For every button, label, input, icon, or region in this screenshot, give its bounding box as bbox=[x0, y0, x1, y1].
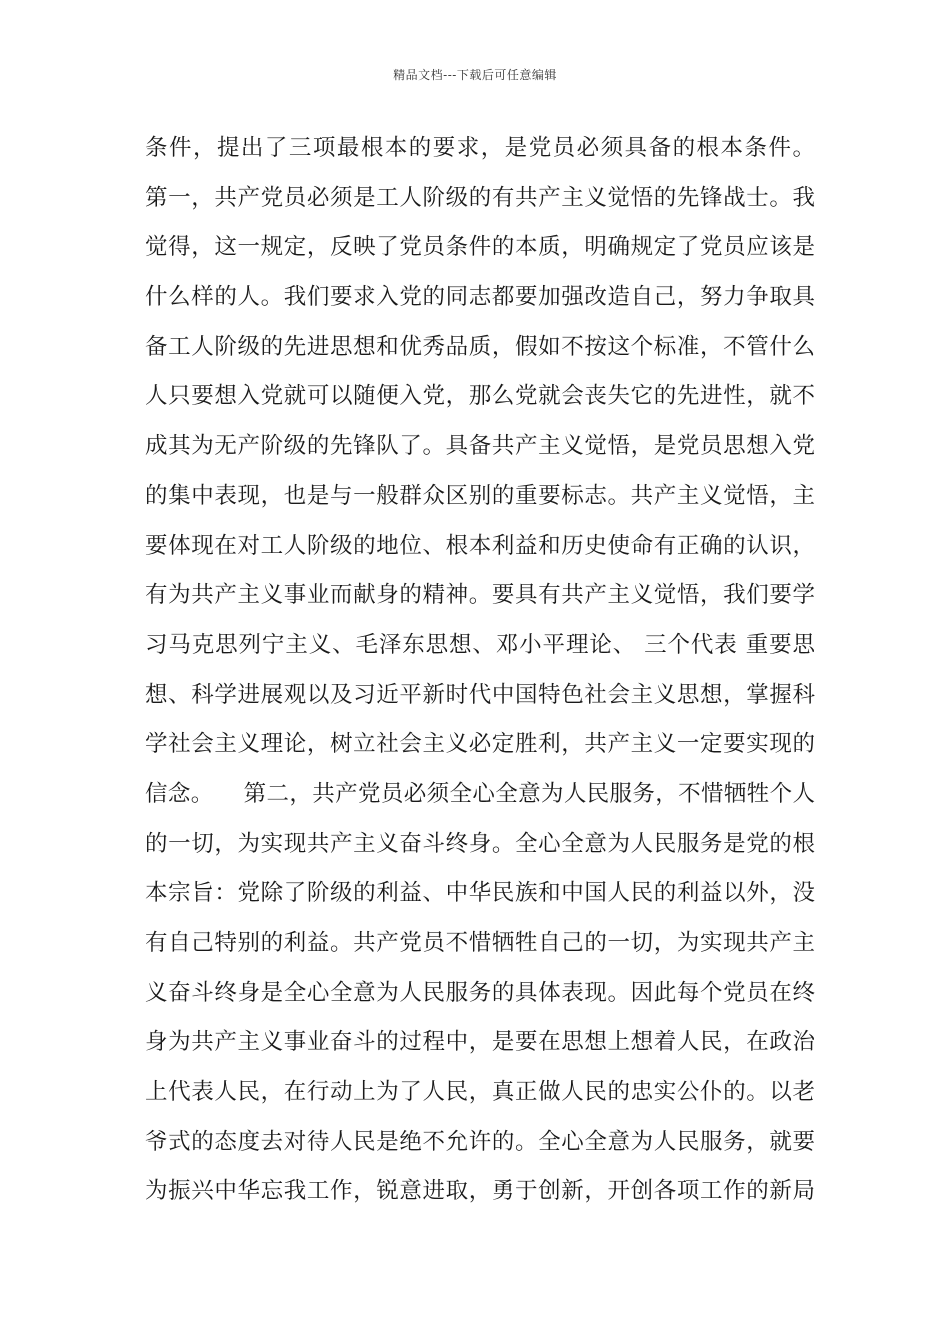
text-line: 第一，共产党员必须是工人阶级的有共产主义觉悟的先锋战士。我 bbox=[145, 184, 815, 211]
page-header: 精品文档---下载后可任意编辑 bbox=[393, 68, 557, 82]
text-line: 备工人阶级的先进思想和优秀品质，假如不按这个标准，不管什么 bbox=[145, 333, 815, 360]
text-line: 本宗旨：党除了阶级的利益、中华民族和中国人民的利益以外，没 bbox=[145, 880, 815, 907]
text-line: 成其为无产阶级的先锋队了。具备共产主义觉悟，是党员思想入党 bbox=[145, 433, 815, 460]
text-line: 有自己特别的利益。共产党员不惜牺牲自己的一切，为实现共产主 bbox=[145, 930, 815, 956]
text-line: 的集中表现，也是与一般群众区别的重要标志。共产主义觉悟，主 bbox=[145, 482, 815, 509]
text-line: 爷式的态度去对待人民是绝不允许的。全心全意为人民服务，就要 bbox=[145, 1128, 815, 1155]
text-line: 学社会主义理论，树立社会主义必定胜利，共产主义一定要实现的 bbox=[145, 731, 815, 758]
text-line: 条件，提出了三项最根本的要求，是党员必须具备的根本条件。 bbox=[145, 135, 815, 161]
text-line: 的一切，为实现共产主义奋斗终身。全心全意为人民服务是党的根 bbox=[145, 830, 815, 857]
text-line: 义奋斗终身是全心全意为人民服务的具体表现。因此每个党员在终 bbox=[145, 979, 815, 1006]
text-line: 身为共产主义事业奋斗的过程中，是要在思想上想着人民，在政治 bbox=[145, 1029, 815, 1056]
text-line: 为振兴中华忘我工作，锐意进取，勇于创新，开创各项工作的新局 bbox=[145, 1178, 815, 1205]
text-line: 想、科学进展观以及习近平新时代中国特色社会主义思想，掌握科 bbox=[145, 681, 815, 708]
text-line: 人只要想入党就可以随便入党，那么党就会丧失它的先进性，就不 bbox=[145, 383, 815, 410]
text-line: 习马克思列宁主义、毛泽东思想、邓小平理论、 三个代表 重要思 bbox=[145, 631, 815, 658]
text-line: 觉得，这一规定，反映了党员条件的本质，明确规定了党员应该是 bbox=[145, 234, 815, 261]
document-body bbox=[145, 124, 815, 1217]
text-line: 有为共产主义事业而献身的精神。要具有共产主义觉悟，我们要学 bbox=[145, 582, 815, 609]
text-line: 上代表人民，在行动上为了人民，真正做人民的忠实公仆的。以老 bbox=[145, 1079, 815, 1106]
text-line: 要体现在对工人阶级的地位、根本利益和历史使命有正确的认识， bbox=[145, 532, 815, 559]
text-line: 什么样的人。我们要求入党的同志都要加强改造自己，努力争取具 bbox=[145, 284, 815, 311]
text-line: 信念。 第二，共产党员必须全心全意为人民服务，不惜牺牲个人 bbox=[145, 780, 815, 807]
